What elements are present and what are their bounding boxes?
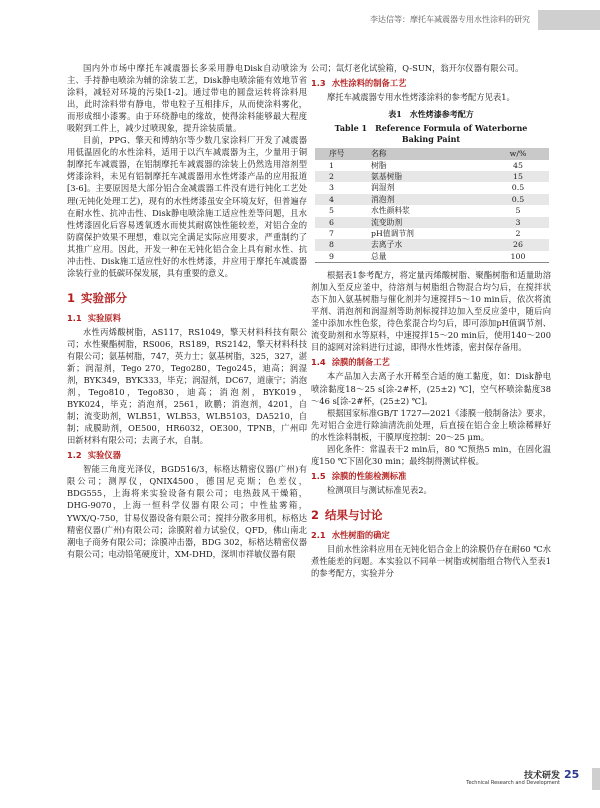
table-cell: 总量 [371,251,387,261]
table-cell: pH值调节剂 [371,228,414,238]
section-heading: 2 结果与讨论 [311,507,383,522]
page-footer [460,768,600,798]
paragraph: 固化条件：常温表干2 min后，80 ℃预热5 min，在固化温度150 ℃下固化30 min；最终制得测试样板。 [311,443,551,466]
column-header: 序号 [329,149,345,159]
subsection-heading: 1.1 实验原料 [67,312,121,323]
table-cell: 3 [329,183,334,193]
subsection-heading: 1.3 水性涂料的制备工艺 [311,78,407,89]
table-cell: 水性颜料浆 [371,206,410,216]
table-cell: 45 [513,160,523,170]
running-title: 李达信等：摩托车减震器专用水性涂料的研究 [370,15,530,24]
table-row [315,251,549,263]
table-cell: 4 [329,194,334,204]
paragraph: 智能三角度光泽仪，BGD516/3，标格达精密仪器(广州)有限公司；测厚仪，QNIX4500，德国尼克斯；色差仪，BDG555，上海将来实验设备有限公司；电热鼓风干燥箱，DHG-9070，上海一恒科学仪器有限公司；中性盐雾箱，YWX/Q-750，甘易仪器设备有限公司；搅拌分散多用机，标格达精密仪器(广州)有限公司；涂膜附着力试验仪，QFD，佛山南北潮电子商务有限公司；涂膜冲击器，BDG 302，标格达精密仪器有限公司；电动铅笔硬度计，XM-DHD，深圳市祥敏仪器有限 [67,464,307,559]
table-cell: 15 [513,171,523,181]
table-row [315,228,549,239]
table-cell: 7 [329,228,334,238]
paragraph: 根据表1参考配方，将定量丙烯酸树脂、聚酯树脂和适量助溶剂加入至反应釜中，待溶剂与树脂组合物混合均匀后，在搅拌状态下加入氨基树脂与催化剂并匀速搅拌5～10 min后，依次将流平剂、消泡剂和润湿剂等助剂标搅拌边加入至反应釜中，随后向釜中添加水性色浆，待色浆混合均匀后，即可添加pH值调节剂、流变助剂和水等原料，中速搅拌15～20 min后，使用140～200目的滤网对涂料进行过滤，即得水性烤漆，密封保存备用。 [311,270,551,353]
paragraph: 水性丙烯酸树脂，AS117，RS1049，擎天材料科技有限公司；水性聚酯树脂，RS006，RS189，RS2142，擎天材料科技有限公司；氨基树脂，747，英力士；氨基树脂，325，327，湛新；润湿剂，Tego 270，Tego280，Tego245，迪高；润湿剂，BYK349，BYK333，毕克；润湿剂，DC67，道康宁；消泡剂，Tego810，Tego830，迪高；消泡剂，BYK019，BYK024，毕克；消泡剂，2561，欧鹏；消泡剂，4201，自制；流变助剂，WLB51，WLB53，WLB5103，DA5210，自制；成膜助剂，OE500，HR6032，OE300，TPNB，广州印田新材料有限公司；去离子水，自制。 [67,326,307,446]
subsection-heading: 2.1 水性树脂的确定 [311,529,390,540]
page-number: 25 [564,768,580,781]
table-cell: 0.5 [511,183,525,193]
paragraph: 本产品加入去离子水开稀至合适的施工黏度，如：Disk静电喷涂黏度18～25 s[涂-2#杯，(25±2) ℃]，空气杯喷涂黏度38～46 s[涂-2#杯，(25±2) ℃]。 [311,371,551,406]
section-heading: 1 实验部分 [67,290,128,305]
column-header: w/% [509,149,527,159]
paragraph: 目前，PPG、擎天和博纳尔等少数几家涂料厂开发了减震器用低温固化的水性涂料，适用于以汽车减震器为主，少量用于铜制摩托车减震器，在铝制摩托车减震器的涂装上仍然选用溶剂型烤漆涂料，未见有铝制摩托车减震器用水性烤漆产品的应用报道[3-6]。主要原因是大部分铝合金减震器工件没有进行钝化工艺处理(无钝化处理工艺)，现有的水性烤漆虽安全环境友好，但普遍存在耐水性、抗冲击性、Disk静电喷涂施工适应性差等问题，且水性烤漆固化后容易透氧透水而使其耐腐蚀性能较差，对铝合金的防腐保护效果不理想，难以完全满足实际应用要求，严重制约了其推广应用。因此，开发一种在无钝化铝合金上具有耐水性、抗冲击性、Disk施工适应性好的水性烤漆，并应用于摩托车减震器涂装行业的低碳环保发展，具有重要的意义。 [67,135,307,278]
paragraph: 检测项目与测试标准见表2。 [327,484,432,495]
table-cell: 流变助剂 [371,217,403,227]
table-cell: 树脂 [371,160,387,170]
table-cell: 消泡剂 [371,194,395,204]
table-header-row [315,148,549,159]
paragraph: 目前水性涂料应用在无钝化铝合金上的涂膜仍存在耐60 ℃水煮性能差的问题。本实验以不同单一树脂或树脂组合物代入至表1的参考配方，实验并分 [311,543,551,578]
table-row [315,205,549,216]
table-caption-en-2: Baking Paint [401,134,461,145]
table-cell: 5 [515,206,521,216]
subsection-heading: 1.2 实验仪器 [67,450,121,461]
table-cell: 1 [329,160,334,170]
paragraph: 国内外市场中摩托车减震器长多采用静电Disk自动喷涂为主、手持静电喷涂为辅的涂装工艺，Disk静电喷涂能有效地节省涂料，减轻对环境的污染[1-2]。通过带电的圆盘运转将涂料甩出，此时涂料带有静电，带电粒子互相排斥，从而使涂料雾化，而形成细小漆雾。由于环绕静电的缘故，使得涂料能够最大程度吸附到工件上，减少过喷现象，提升涂装质量。 [67,63,307,134]
table-row [315,217,549,228]
table-cell: 8 [329,240,334,250]
table-cell: 3 [515,217,521,227]
left-column [67,62,307,560]
table-cell: 100 [510,251,526,261]
paragraph: 根据国家标准GB/T 1727—2021《漆膜一般制备法》要求，先对铝合金进行除油清洗前处理，后直接在铝合金上喷涂稀释好的水性涂料制板，干膜厚度控制：20～25 μm。 [311,407,551,442]
table-cell: 氨基树脂 [371,171,403,181]
table-row [315,160,549,171]
table-row [315,171,549,182]
right-column [311,62,551,579]
table-row [315,239,549,250]
footer-decor-bar [592,768,600,790]
column-header: 名称 [371,149,387,159]
journal-name-en: Technical Research and Development [466,780,560,786]
table-row [315,194,549,205]
subsection-heading: 1.4 涂膜的制备工艺 [311,357,390,368]
table-cell: 26 [513,240,523,250]
table-caption-cn: 表1 水性烤漆参考配方 [388,109,474,120]
journal-name: 技术研发 [523,771,560,781]
table-cell: 0.5 [511,194,525,204]
table-cell: 润湿剂 [371,183,395,193]
table-row [315,182,549,193]
formula-table [315,148,549,263]
paragraph: 公司；氙灯老化试验箱，Q-SUN，翁开尔仪器有限公司。 [311,63,524,73]
subsection-heading: 1.5 涂膜的性能检测标准 [311,470,407,481]
table-cell: 去离子水 [371,240,403,250]
page-header [0,0,600,30]
table-caption-en: Table 1 Reference Formula of Waterborne [334,123,528,134]
table-cell: 9 [329,251,334,261]
paragraph: 摩托车减震器专用水性烤漆涂料的参考配方见表1。 [327,92,515,103]
table-cell: 6 [329,217,334,227]
table-cell: 2 [329,171,334,181]
table-cell: 5 [329,206,334,216]
table-cell: 2 [515,228,521,238]
header-decor-bar [538,10,600,30]
